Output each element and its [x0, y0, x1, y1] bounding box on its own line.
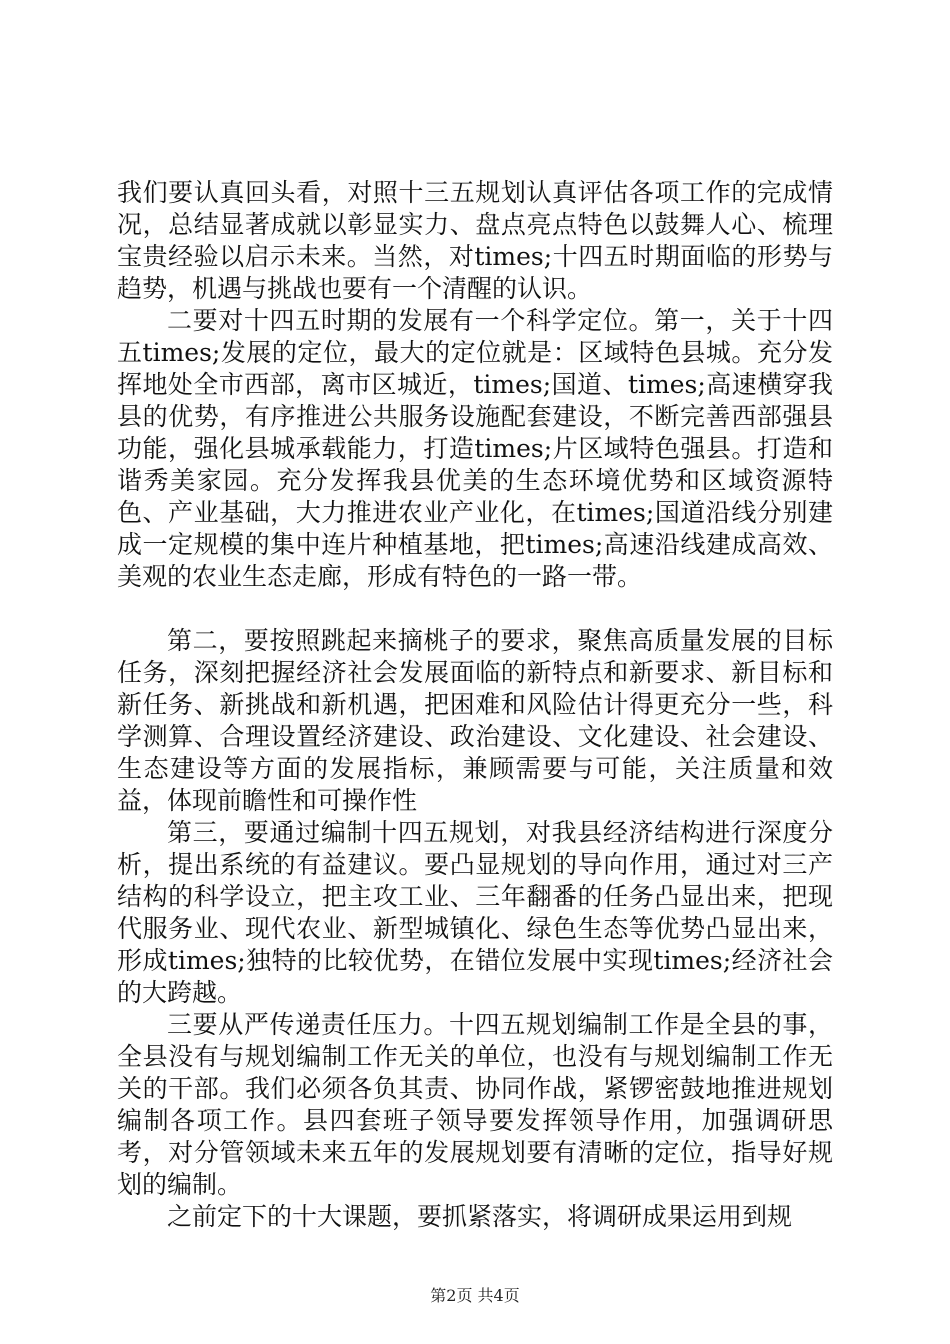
paragraph-6: 之前定下的十大课题，要抓紧落实，将调研成果运用到规 — [167, 1202, 793, 1231]
document-body — [117, 177, 833, 1233]
paragraph-1: 我们要认真回头看，对照十三五规划认真评估各项工作的完成情况，总结显著成就以彰显实力、盘点亮点特色以鼓舞人心、梳理宝贵经验以启示未来。当然，对times;十四五时期面临的形势与趋势，机遇与挑战也要有一个清醒的认识。 — [117, 178, 833, 303]
paragraph-4: 第三，要通过编制十四五规划，对我县经济结构进行深度分析，提出系统的有益建议。要凸显规划的导向作用，通过对三产结构的科学设立，把主攻工业、三年翻番的任务凸显出来，把现代服务业、现代农业、新型城镇化、绿色生态等优势凸显出来，形成times;独特的比较优势，在错位发展中实现times;经济社会的大跨越。 — [117, 818, 833, 1007]
page-footer: 第2页 共4页 — [430, 1286, 520, 1305]
paragraph-5: 三要从严传递责任压力。十四五规划编制工作是全县的事，全县没有与规划编制工作无关的单位，也没有与规划编制工作无关的干部。我们必须各负其责、协同作战，紧锣密鼓地推进规划编制各项工作。县四套班子领导要发挥领导作用，加强调研思考，对分管领域未来五年的发展规划要有清晰的定位，指导好规划的编制。 — [117, 1010, 833, 1199]
paragraph-2: 二要对十四五时期的发展有一个科学定位。第一，关于十四五times;发展的定位，最大的定位就是：区域特色县城。充分发挥地处全市西部，离市区城近，times;国道、times;高速横穿我县的优势，有序推进公共服务设施配套建设，不断完善西部强县功能，强化县城承载能力，打造times;片区域特色强县。打造和谐秀美家园。充分发挥我县优美的生态环境优势和区域资源特色、产业基础，大力推进农业产业化，在times;国道沿线分别建成一定规模的集中连片种植基地，把times;高速沿线建成高效、美观的农业生态走廊，形成有特色的一路一带。 — [117, 306, 833, 591]
paragraph-3: 第二，要按照跳起来摘桃子的要求，聚焦高质量发展的目标任务，深刻把握经济社会发展面临的新特点和新要求、新目标和新任务、新挑战和新机遇，把困难和风险估计得更充分一些，科学测算、合理设置经济建设、政治建设、文化建设、社会建设、生态建设等方面的发展指标，兼顾需要与可能，关注质量和效益，体现前瞻性和可操作性 — [117, 626, 833, 815]
